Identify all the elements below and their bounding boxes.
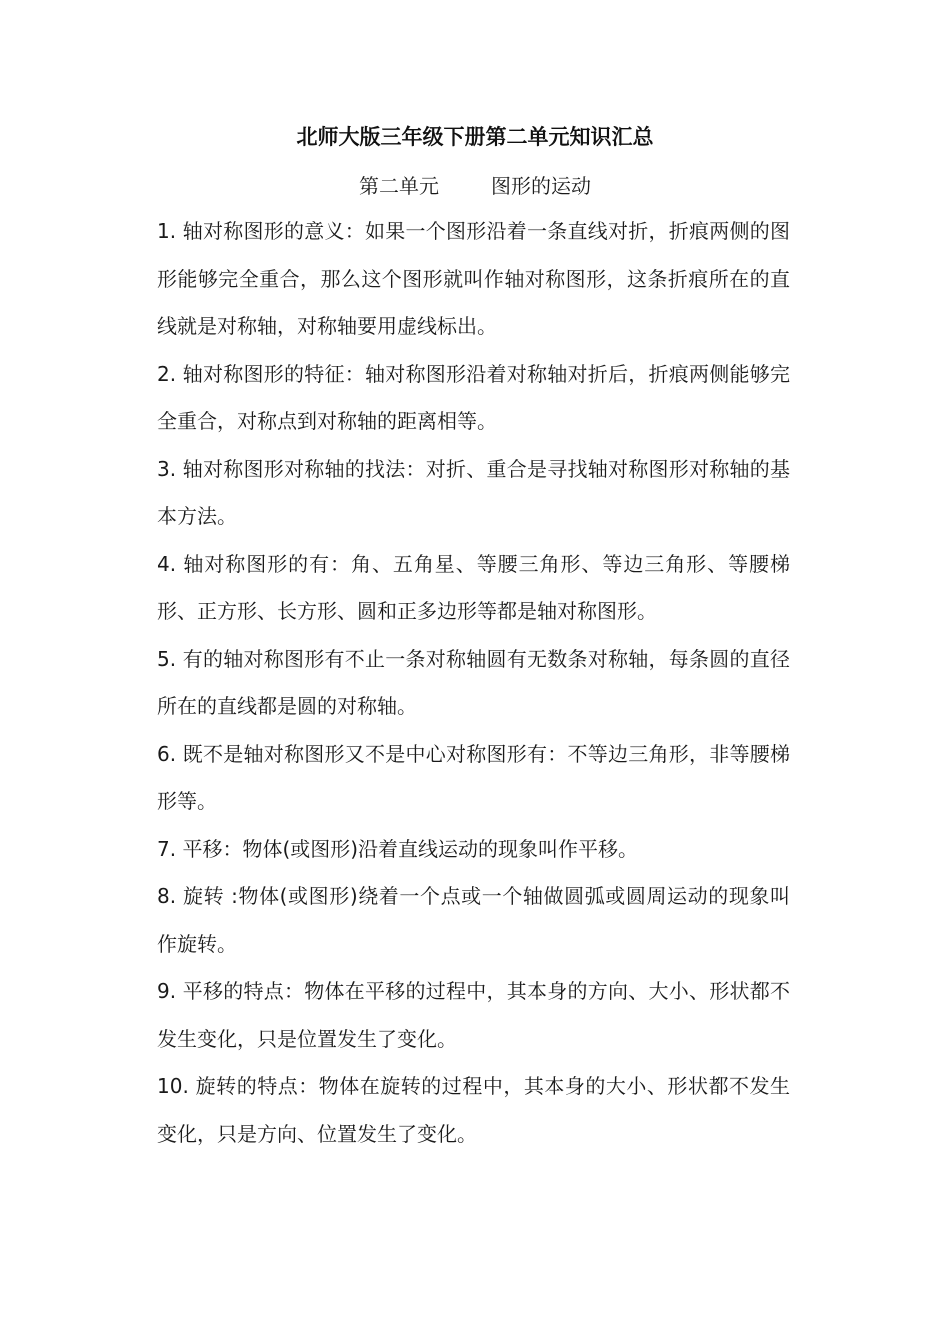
knowledge-item-10: 10. 旋转的特点：物体在旋转的过程中，其本身的大小、形状都不发生变化，只是方向、位置发生了变化。 (157, 1074, 790, 1146)
document-subtitle (0, 170, 950, 202)
knowledge-item-1: 1. 轴对称图形的意义：如果一个图形沿着一条直线对折，折痕两侧的图形能够完全重合，那么这个图形就叫作轴对称图形，这条折痕所在的直线就是对称轴，对称轴要用虚线标出。 (157, 219, 790, 338)
document-title: 北师大版三年级下册第二单元知识汇总 (296, 125, 654, 149)
knowledge-item-8: 8. 旋转 :物体(或图形)绕着一个点或一个轴做圆弧或圆周运动的现象叫作旋转。 (157, 884, 790, 956)
knowledge-item-2: 2. 轴对称图形的特征：轴对称图形沿着对称轴对折后，折痕两侧能够完全重合，对称点到对称轴的距离相等。 (157, 361, 790, 433)
unit-label: 第二单元 (359, 174, 439, 198)
knowledge-list (157, 208, 790, 1158)
knowledge-item-7: 7. 平移：物体(或图形)沿着直线运动的现象叫作平移。 (157, 836, 639, 861)
knowledge-item-9: 9. 平移的特点：物体在平移的过程中，其本身的方向、大小、形状都不发生变化，只是位置发生了变化。 (157, 979, 790, 1051)
knowledge-item-6: 6. 既不是轴对称图形又不是中心对称图形有：不等边三角形，非等腰梯形等。 (157, 741, 790, 813)
unit-topic: 图形的运动 (491, 174, 591, 198)
knowledge-item-4: 4. 轴对称图形的有：角、五角星、等腰三角形、等边三角形、等腰梯形、正方形、长方形、圆和正多边形等都是轴对称图形。 (157, 551, 790, 623)
knowledge-item-3: 3. 轴对称图形对称轴的找法：对折、重合是寻找轴对称图形对称轴的基本方法。 (157, 456, 790, 528)
knowledge-item-5: 5. 有的轴对称图形有不止一条对称轴圆有无数条对称轴，每条圆的直径所在的直线都是圆的对称轴。 (157, 646, 790, 718)
